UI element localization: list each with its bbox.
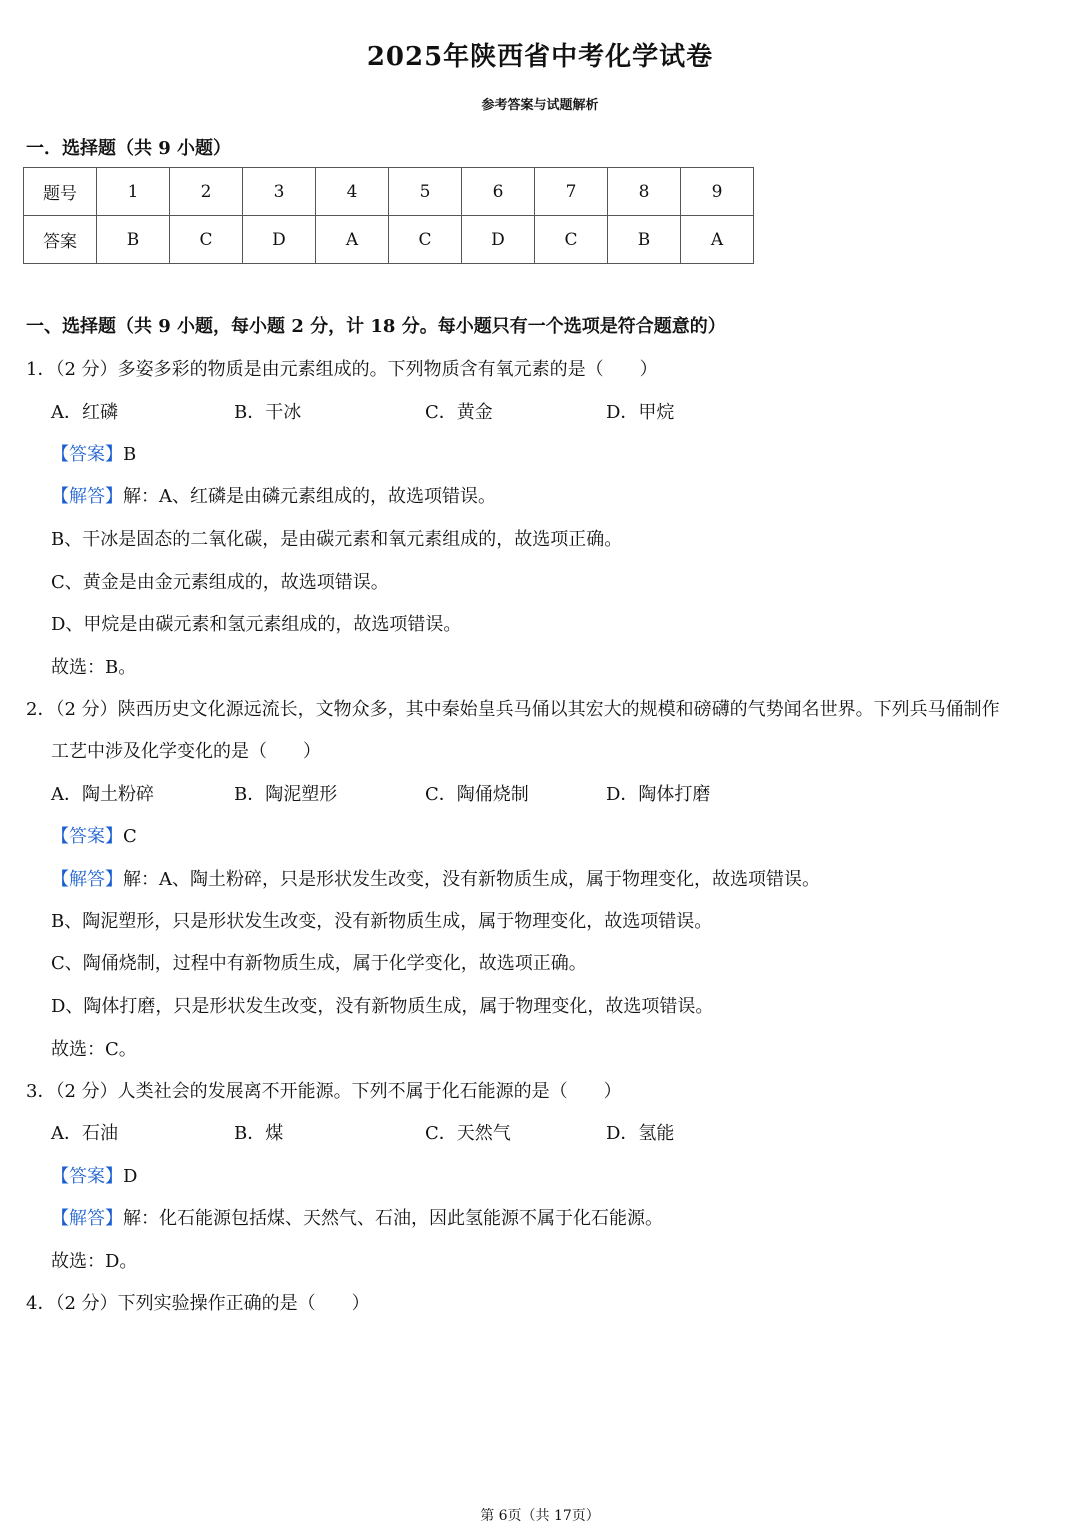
q2-analysis-line: D、陶体打磨，只是形状发生改变，没有新物质生成，属于物理变化，故选项错误。 bbox=[51, 996, 714, 1017]
table-cell: 6 bbox=[462, 168, 535, 216]
q1-option-a: A．红磷 bbox=[51, 402, 118, 423]
table-cell: A bbox=[316, 216, 389, 264]
q2-analysis bbox=[51, 868, 820, 892]
q1-option-d: D．甲烷 bbox=[606, 402, 675, 423]
table-cell: 1 bbox=[97, 168, 170, 216]
analysis-tag: 【解答】 bbox=[51, 869, 123, 890]
q1-analysis-line: B、干冰是固态的二氧化碳，是由碳元素和氧元素组成的，故选项正确。 bbox=[51, 529, 623, 550]
page-subtitle: 参考答案与试题解析 bbox=[481, 98, 599, 113]
q2-option-a: A．陶土粉碎 bbox=[51, 784, 154, 805]
q1-option-c: C．黄金 bbox=[425, 402, 493, 423]
q1-answer-value: B bbox=[123, 444, 137, 465]
analysis-tag: 【解答】 bbox=[51, 486, 123, 507]
q2-option-d: D．陶体打磨 bbox=[606, 784, 711, 805]
question-2-stem-cont: 工艺中涉及化学变化的是（ ） bbox=[51, 741, 321, 762]
q2-option-c: C．陶俑烧制 bbox=[425, 784, 529, 805]
q2-analysis-line: C、陶俑烧制，过程中有新物质生成，属于化学变化，故选项正确。 bbox=[51, 953, 587, 974]
question-2-stem: 2．（2 分）陕西历史文化源远流长，文物众多，其中秦始皇兵马俑以其宏大的规模和磅礴的气势闻名世界。下列兵马俑制作 bbox=[26, 699, 1000, 720]
question-3-stem: 3．（2 分）人类社会的发展离不开能源。下列不属于化石能源的是（ ） bbox=[26, 1081, 622, 1102]
q1-option-b: B．干冰 bbox=[234, 402, 302, 423]
table-cell: D bbox=[462, 216, 535, 264]
q2-conclusion: 故选：C。 bbox=[51, 1039, 137, 1060]
q1-analysis-line: D、甲烷是由碳元素和氢元素组成的，故选项错误。 bbox=[51, 614, 462, 635]
q3-answer bbox=[51, 1165, 137, 1189]
table-row bbox=[24, 168, 754, 216]
answer-section-heading: 一．选择题（共 9 小题） bbox=[26, 138, 232, 159]
q3-option-a: A．石油 bbox=[51, 1123, 118, 1144]
q2-answer bbox=[51, 825, 137, 849]
table-row-label: 题号 bbox=[24, 168, 97, 216]
table-cell: C bbox=[170, 216, 243, 264]
table-cell: D bbox=[243, 216, 316, 264]
answer-tag: 【答案】 bbox=[51, 444, 123, 465]
q3-conclusion: 故选：D。 bbox=[51, 1251, 138, 1272]
table-cell: B bbox=[608, 216, 681, 264]
q2-analysis-line: B、陶泥塑形，只是形状发生改变，没有新物质生成，属于物理变化，故选项错误。 bbox=[51, 911, 713, 932]
table-cell: A bbox=[681, 216, 754, 264]
table-cell: 2 bbox=[170, 168, 243, 216]
page-footer: 第 6页（共 17页） bbox=[480, 1508, 600, 1524]
q3-option-c: C．天然气 bbox=[425, 1123, 511, 1144]
q1-analysis bbox=[51, 485, 496, 509]
q2-analysis-line: 解：A、陶土粉碎，只是形状发生改变，没有新物质生成，属于物理变化，故选项错误。 bbox=[123, 869, 820, 890]
table-cell: 3 bbox=[243, 168, 316, 216]
q2-answer-value: C bbox=[123, 826, 137, 847]
q3-option-d: D．氢能 bbox=[606, 1123, 675, 1144]
question-1-stem: 1．（2 分）多姿多彩的物质是由元素组成的。下列物质含有氧元素的是（ ） bbox=[26, 359, 658, 380]
page-title: 2025年陕西省中考化学试卷 bbox=[366, 42, 714, 72]
q3-analysis bbox=[51, 1207, 663, 1231]
table-cell: 8 bbox=[608, 168, 681, 216]
table-cell: C bbox=[389, 216, 462, 264]
q1-answer bbox=[51, 443, 136, 467]
analysis-tag: 【解答】 bbox=[51, 1208, 123, 1229]
q3-answer-value: D bbox=[123, 1166, 138, 1187]
answer-table bbox=[23, 167, 754, 264]
table-cell: C bbox=[535, 216, 608, 264]
answer-tag: 【答案】 bbox=[51, 1166, 123, 1187]
q1-analysis-line: 解：A、红磷是由磷元素组成的，故选项错误。 bbox=[123, 486, 496, 507]
table-cell: 5 bbox=[389, 168, 462, 216]
q2-option-b: B．陶泥塑形 bbox=[234, 784, 338, 805]
question-4-stem: 4．（2 分）下列实验操作正确的是（ ） bbox=[26, 1293, 370, 1314]
section-heading: 一、选择题（共 9 小题，每小题 2 分，计 18 分。每小题只有一个选项是符合题意的） bbox=[26, 316, 726, 337]
table-cell: B bbox=[97, 216, 170, 264]
q3-option-b: B．煤 bbox=[234, 1123, 284, 1144]
q1-conclusion: 故选：B。 bbox=[51, 657, 137, 678]
table-cell: 7 bbox=[535, 168, 608, 216]
q3-analysis-line: 解：化石能源包括煤、天然气、石油，因此氢能源不属于化石能源。 bbox=[123, 1208, 663, 1229]
table-cell: 4 bbox=[316, 168, 389, 216]
table-row-label: 答案 bbox=[24, 216, 97, 264]
table-cell: 9 bbox=[681, 168, 754, 216]
answer-tag: 【答案】 bbox=[51, 826, 123, 847]
table-row bbox=[24, 216, 754, 264]
q1-analysis-line: C、黄金是由金元素组成的，故选项错误。 bbox=[51, 572, 389, 593]
